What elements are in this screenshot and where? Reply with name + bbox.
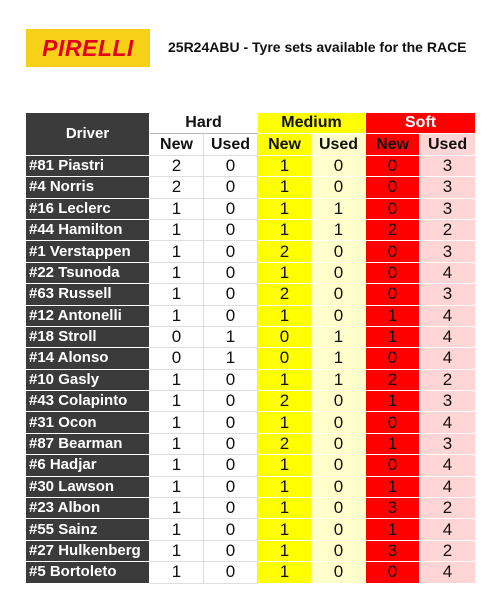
hard-new-cell: 1 [150, 391, 204, 412]
soft-new-cell: 0 [366, 412, 420, 433]
pirelli-logo [26, 29, 150, 67]
medium-new-cell: 1 [258, 455, 312, 476]
hard-new-cell: 1 [150, 519, 204, 540]
soft-new-cell: 0 [366, 262, 420, 283]
soft-used-cell: 3 [420, 284, 476, 305]
soft-new-header: New [366, 134, 420, 155]
medium-used-cell: 0 [312, 262, 366, 283]
soft-new-cell: 1 [366, 519, 420, 540]
hard-new-cell: 2 [150, 177, 204, 198]
hard-used-cell: 0 [204, 455, 258, 476]
medium-new-cell: 0 [258, 326, 312, 347]
driver-name: #22 Tsunoda [26, 262, 150, 283]
hard-used-cell: 0 [204, 391, 258, 412]
hard-used-cell: 0 [204, 262, 258, 283]
medium-new-cell: 2 [258, 433, 312, 454]
medium-used-cell: 0 [312, 391, 366, 412]
soft-new-cell: 0 [366, 241, 420, 262]
table-row [26, 155, 476, 176]
soft-used-cell: 2 [420, 369, 476, 390]
hard-new-cell: 2 [150, 155, 204, 176]
medium-used-cell: 0 [312, 177, 366, 198]
group-header-row [26, 113, 476, 134]
medium-new-cell: 1 [258, 562, 312, 583]
soft-new-cell: 0 [366, 284, 420, 305]
soft-new-cell: 0 [366, 348, 420, 369]
soft-new-cell: 1 [366, 476, 420, 497]
table-row [26, 540, 476, 561]
medium-new-cell: 0 [258, 348, 312, 369]
medium-new-cell: 1 [258, 155, 312, 176]
hard-new-cell: 0 [150, 326, 204, 347]
driver-name: #5 Bortoleto [26, 562, 150, 583]
medium-new-cell: 1 [258, 305, 312, 326]
medium-used-cell: 0 [312, 241, 366, 262]
soft-used-cell: 4 [420, 305, 476, 326]
soft-new-cell: 1 [366, 391, 420, 412]
soft-used-cell: 2 [420, 540, 476, 561]
hard-used-cell: 0 [204, 369, 258, 390]
hard-new-cell: 1 [150, 219, 204, 240]
logo-text: PIRELLI [42, 35, 134, 61]
medium-new-cell: 1 [258, 219, 312, 240]
table-row [26, 262, 476, 283]
soft-new-cell: 2 [366, 219, 420, 240]
hard-used-cell: 0 [204, 412, 258, 433]
hard-used-cell: 0 [204, 198, 258, 219]
medium-used-cell: 1 [312, 326, 366, 347]
soft-new-cell: 0 [366, 562, 420, 583]
hard-new-cell: 1 [150, 241, 204, 262]
table-row [26, 455, 476, 476]
soft-used-cell: 3 [420, 177, 476, 198]
driver-column-header: Driver [26, 113, 150, 156]
medium-new-cell: 1 [258, 198, 312, 219]
hard-new-cell: 1 [150, 412, 204, 433]
driver-name: #55 Sainz [26, 519, 150, 540]
soft-used-cell: 2 [420, 219, 476, 240]
medium-new-cell: 2 [258, 284, 312, 305]
soft-used-cell: 4 [420, 562, 476, 583]
soft-new-cell: 3 [366, 540, 420, 561]
soft-used-cell: 3 [420, 433, 476, 454]
medium-new-cell: 1 [258, 177, 312, 198]
soft-used-cell: 4 [420, 455, 476, 476]
driver-name: #30 Lawson [26, 476, 150, 497]
driver-name: #63 Russell [26, 284, 150, 305]
table-row [26, 519, 476, 540]
medium-new-cell: 1 [258, 262, 312, 283]
medium-used-cell: 0 [312, 305, 366, 326]
table-row [26, 476, 476, 497]
soft-new-cell: 3 [366, 498, 420, 519]
medium-used-cell: 1 [312, 348, 366, 369]
hard-used-cell: 0 [204, 305, 258, 326]
medium-used-cell: 0 [312, 412, 366, 433]
page-header [26, 29, 486, 67]
medium-used-cell: 0 [312, 562, 366, 583]
table-row [26, 498, 476, 519]
soft-used-cell: 4 [420, 519, 476, 540]
table-body [26, 155, 476, 583]
medium-used-cell: 0 [312, 284, 366, 305]
soft-new-cell: 0 [366, 198, 420, 219]
hard-used-cell: 0 [204, 562, 258, 583]
soft-used-header: Used [420, 134, 476, 155]
soft-used-cell: 3 [420, 155, 476, 176]
hard-used-header: Used [204, 134, 258, 155]
driver-name: #27 Hulkenberg [26, 540, 150, 561]
hard-new-cell: 1 [150, 433, 204, 454]
soft-used-cell: 4 [420, 326, 476, 347]
pirelli-logo-mark [26, 29, 150, 67]
hard-used-cell: 0 [204, 284, 258, 305]
table-row [26, 326, 476, 347]
soft-used-cell: 4 [420, 262, 476, 283]
driver-name: #43 Colapinto [26, 391, 150, 412]
driver-name: #18 Stroll [26, 326, 150, 347]
driver-name: #14 Alonso [26, 348, 150, 369]
table-row [26, 369, 476, 390]
medium-used-cell: 1 [312, 219, 366, 240]
hard-used-cell: 1 [204, 326, 258, 347]
soft-new-cell: 0 [366, 177, 420, 198]
table-row [26, 348, 476, 369]
soft-new-cell: 0 [366, 155, 420, 176]
soft-new-cell: 1 [366, 433, 420, 454]
driver-name: #4 Norris [26, 177, 150, 198]
hard-new-cell: 1 [150, 262, 204, 283]
driver-name: #12 Antonelli [26, 305, 150, 326]
table-row [26, 284, 476, 305]
driver-name: #6 Hadjar [26, 455, 150, 476]
hard-new-cell: 1 [150, 562, 204, 583]
driver-name: #1 Verstappen [26, 241, 150, 262]
driver-name: #81 Piastri [26, 155, 150, 176]
table-row [26, 391, 476, 412]
medium-used-cell: 1 [312, 198, 366, 219]
page-title: 25R24ABU - Tyre sets available for the RACE [168, 39, 467, 55]
table-row [26, 412, 476, 433]
table-row [26, 198, 476, 219]
table-row [26, 241, 476, 262]
soft-used-cell: 4 [420, 348, 476, 369]
soft-new-cell: 2 [366, 369, 420, 390]
medium-new-cell: 1 [258, 476, 312, 497]
hard-new-cell: 1 [150, 455, 204, 476]
hard-used-cell: 0 [204, 476, 258, 497]
soft-new-cell: 0 [366, 455, 420, 476]
medium-used-cell: 0 [312, 455, 366, 476]
soft-new-cell: 1 [366, 305, 420, 326]
medium-used-cell: 0 [312, 540, 366, 561]
driver-name: #23 Albon [26, 498, 150, 519]
medium-used-cell: 0 [312, 476, 366, 497]
hard-used-cell: 0 [204, 519, 258, 540]
medium-used-cell: 0 [312, 498, 366, 519]
medium-new-cell: 2 [258, 241, 312, 262]
hard-new-cell: 1 [150, 369, 204, 390]
driver-name: #87 Bearman [26, 433, 150, 454]
hard-new-cell: 1 [150, 498, 204, 519]
medium-new-cell: 1 [258, 540, 312, 561]
tyre-sets-table [25, 112, 476, 584]
table-row [26, 305, 476, 326]
medium-used-cell: 0 [312, 155, 366, 176]
driver-name: #16 Leclerc [26, 198, 150, 219]
soft-used-cell: 4 [420, 476, 476, 497]
hard-new-cell: 1 [150, 198, 204, 219]
table-row [26, 177, 476, 198]
hard-new-cell: 1 [150, 305, 204, 326]
hard-used-cell: 0 [204, 433, 258, 454]
driver-name: #31 Ocon [26, 412, 150, 433]
hard-new-header: New [150, 134, 204, 155]
hard-used-cell: 0 [204, 219, 258, 240]
driver-name: #10 Gasly [26, 369, 150, 390]
medium-used-cell: 0 [312, 433, 366, 454]
medium-new-cell: 1 [258, 369, 312, 390]
table-row [26, 562, 476, 583]
driver-name: #44 Hamilton [26, 219, 150, 240]
medium-used-cell: 0 [312, 519, 366, 540]
soft-used-cell: 3 [420, 241, 476, 262]
hard-new-cell: 0 [150, 348, 204, 369]
soft-used-cell: 3 [420, 198, 476, 219]
hard-used-cell: 0 [204, 155, 258, 176]
hard-used-cell: 0 [204, 540, 258, 561]
hard-used-cell: 1 [204, 348, 258, 369]
medium-new-cell: 1 [258, 519, 312, 540]
soft-new-cell: 1 [366, 326, 420, 347]
medium-new-cell: 2 [258, 391, 312, 412]
medium-new-cell: 1 [258, 498, 312, 519]
hard-used-cell: 0 [204, 498, 258, 519]
hard-used-cell: 0 [204, 241, 258, 262]
medium-used-header: Used [312, 134, 366, 155]
table-row [26, 433, 476, 454]
soft-group-header: Soft [366, 113, 476, 134]
medium-used-cell: 1 [312, 369, 366, 390]
hard-new-cell: 1 [150, 476, 204, 497]
hard-used-cell: 0 [204, 177, 258, 198]
soft-used-cell: 4 [420, 412, 476, 433]
soft-used-cell: 2 [420, 498, 476, 519]
medium-new-cell: 1 [258, 412, 312, 433]
hard-group-header: Hard [150, 113, 258, 134]
table-row [26, 219, 476, 240]
medium-group-header: Medium [258, 113, 366, 134]
medium-new-header: New [258, 134, 312, 155]
soft-used-cell: 3 [420, 391, 476, 412]
hard-new-cell: 1 [150, 540, 204, 561]
hard-new-cell: 1 [150, 284, 204, 305]
